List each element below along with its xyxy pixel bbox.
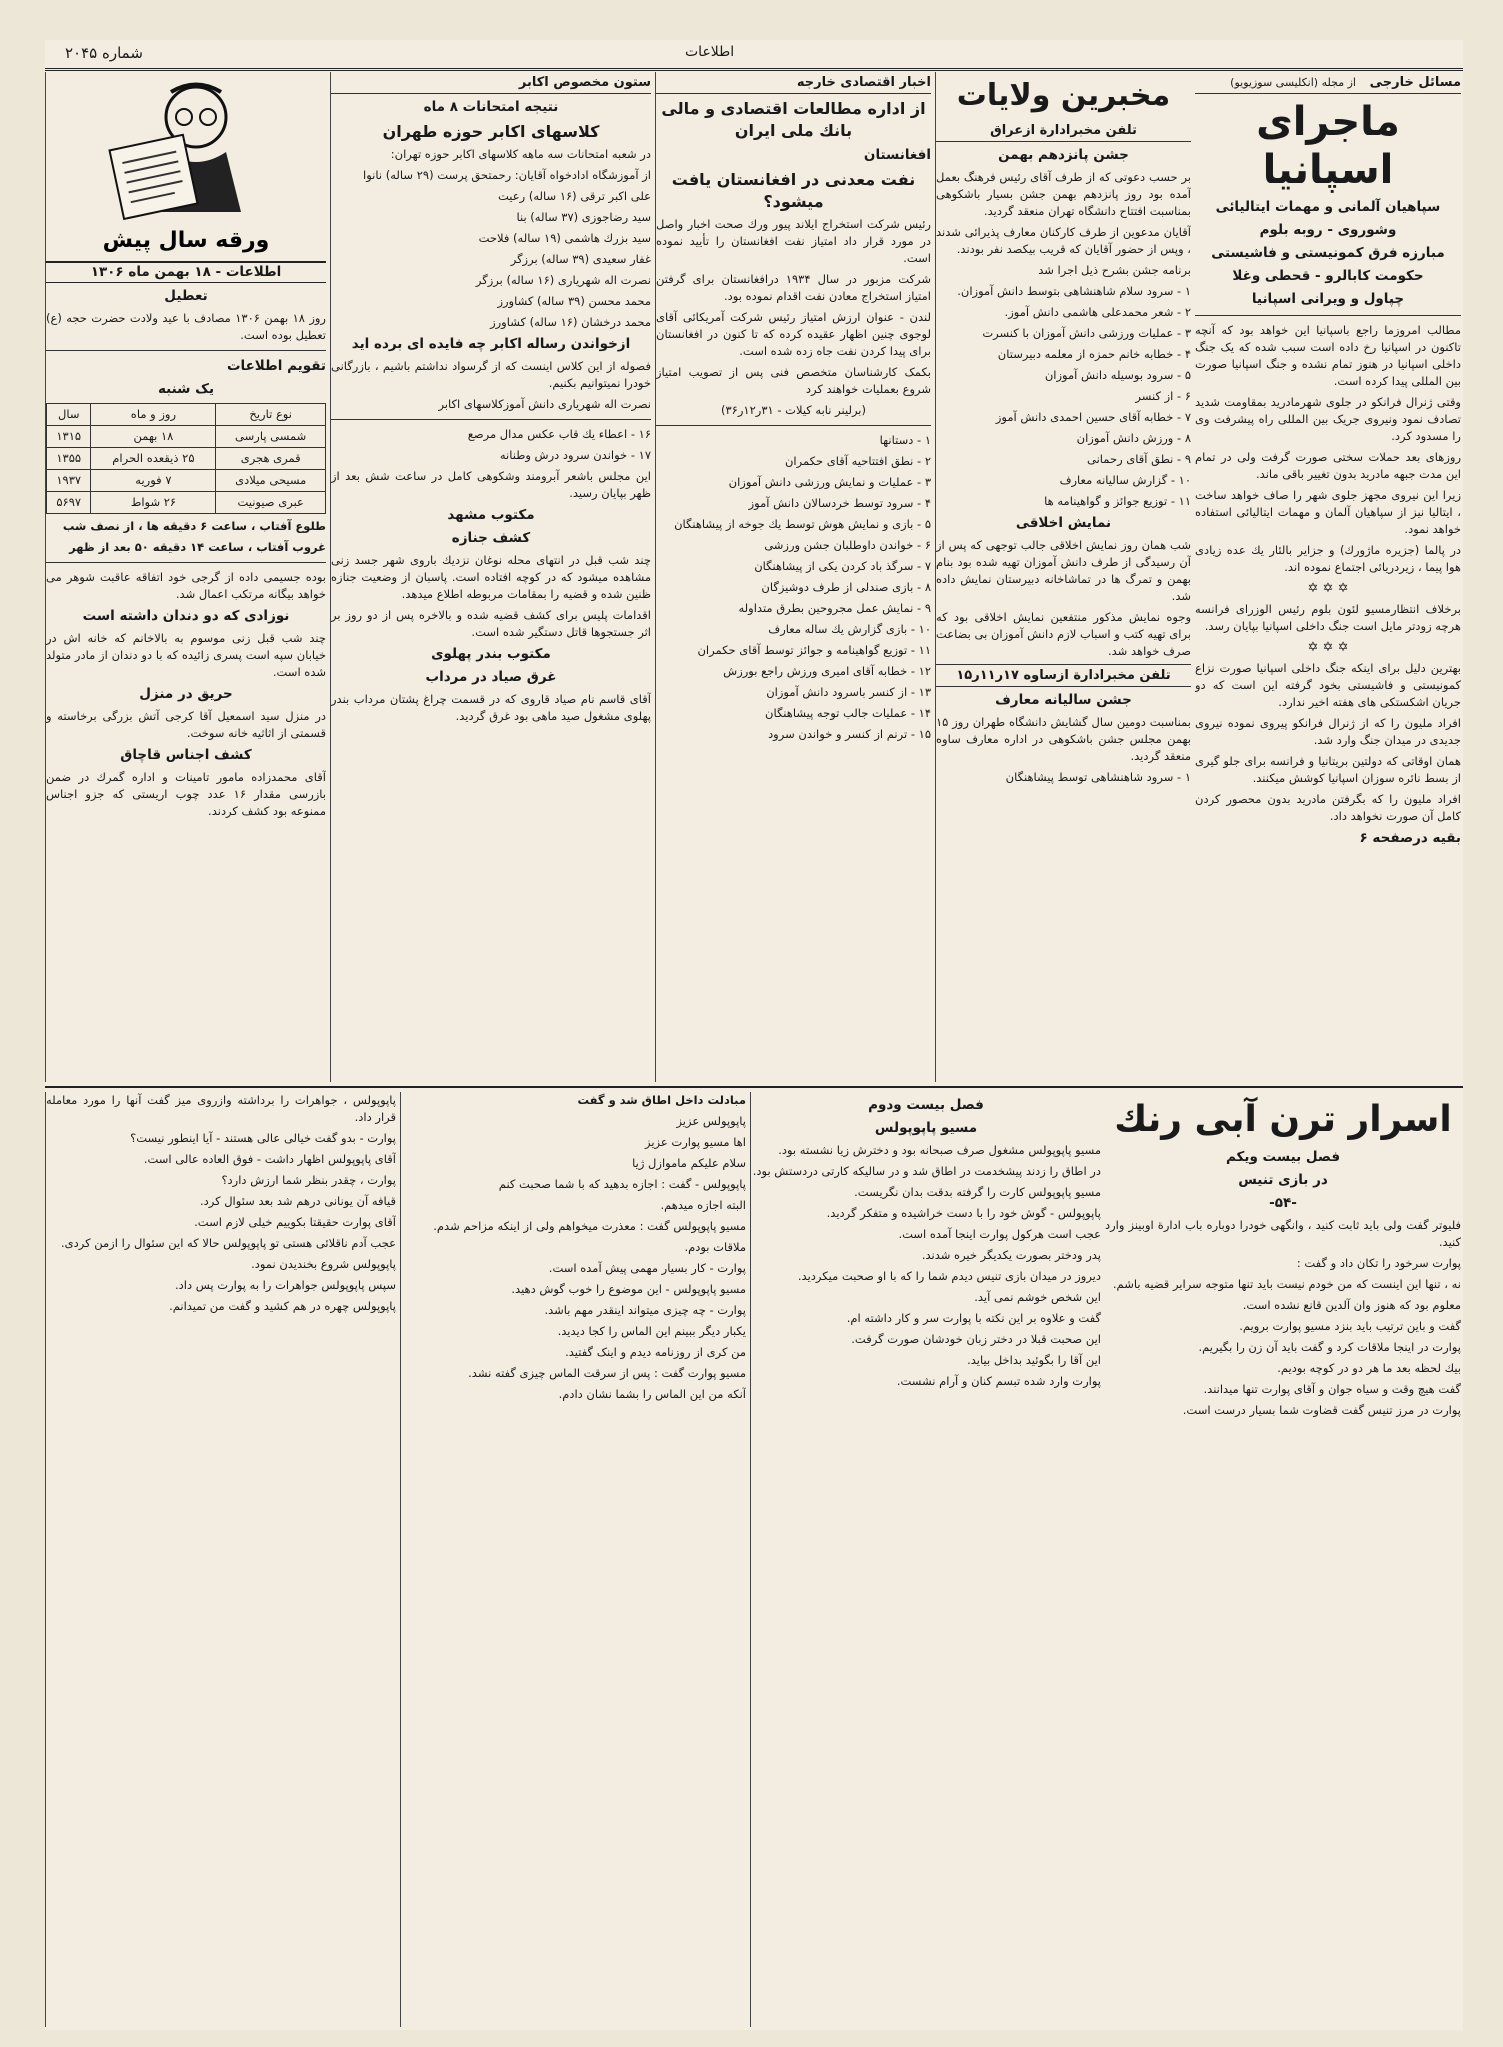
table-cell: ۱۳۵۵ xyxy=(47,448,91,470)
program-item: ۶ - از کنسر xyxy=(1135,389,1191,403)
program-item: ۶ - خواندن داوطلبان جشن ورزشی xyxy=(764,538,931,552)
dialogue-line: پوارت - بدو گفت خیالی عالی هستند - آیا اینطور نیست؟ xyxy=(130,1131,396,1145)
article-paragraph: وجوه نمایش مذکور منتفعین نمایش اخلاقی بود که برای تهیه کتب و اسباب لازم دانش آموزان بی بضاعت صرف خواهد شد. xyxy=(936,610,1191,658)
article-paragraph: مطالب امروزما راجع باسپانیا این خواهد بود که آنچه تاکنون در اسپانیا رخ داده است سبب شده که یک جنگ داخلی اسپانیا در هنوز تمام نشده و جنگ اسپانیا صورت بین المللی پیدا کرده است. xyxy=(1195,323,1461,388)
subhead-line: چپاول و ویرانی اسپانیا xyxy=(1251,291,1405,307)
subhead: کشف اجناس قاچاق xyxy=(120,747,252,763)
table-cell: ۵۶۹۷ xyxy=(47,492,91,514)
article-paragraph: فصوله از این کلاس اینست که از گرسواد نداشتم باشیم ، بازرگانی خودرا نمیتوانیم بکنیم. xyxy=(331,359,651,390)
subhead: غرق صیاد در مرداب xyxy=(425,669,557,685)
section-label: اخبار اقتصادی خارجه xyxy=(656,72,931,94)
dateline: تلفن مخبرادارة ازعراق xyxy=(936,120,1191,142)
article-paragraph: پوارت در اینجا ملاقات کرد و گفت باید آن زن را بگیریم. xyxy=(1198,1340,1461,1354)
serial-story-col4 xyxy=(45,1092,396,2027)
program-item: ۱۱ - توزیع جوائز و گواهینامه ها xyxy=(1044,494,1191,508)
table-cell: ۱۳۱۵ xyxy=(47,426,91,448)
program-item: ۱۳ - از کنسر باسرود دانش آموزان xyxy=(766,685,931,699)
article-paragraph: (برلینر نابه کیلات - ۳۱ر۱۲ر۳۶) xyxy=(720,403,866,417)
issue-number: شماره ۲۰۴۵ xyxy=(65,44,143,62)
article-paragraph: چند شب قبل در انتهای محله نوغان نزدیك باروی شهر جسد زنی مشاهده میشود که در کوچه افتاده است. پاسبان از وضعیت جنازه ظنین شده و قضیه را بمقامات مربوطه اطلاع میدهد. xyxy=(331,553,651,601)
program-item: ۷ - خطابه آقای حسین احمدی دانش آموز xyxy=(995,410,1191,424)
dialogue-line: یکبار دیگر ببینم این الماس را کجا دیدید. xyxy=(557,1324,746,1338)
article-paragraph: رئیس شرکت استخراج ایلاند پیور ورك صحت اخبار واصل در مورد قرار داد امتیاز نفت افغانستان را تأیید نموده است. xyxy=(656,217,931,265)
installment-number: -۵۴- xyxy=(1269,1195,1297,1211)
subhead: مکتوب مشهد xyxy=(447,507,535,523)
program-item: ۱۵ - ترنم از کنسر و خواندن سرود xyxy=(768,727,931,741)
chapter-label: فصل بیست ودوم xyxy=(868,1097,984,1113)
table-header-row xyxy=(47,404,326,426)
reading-man-cartoon-icon xyxy=(76,72,296,257)
article-paragraph: بر حسب دعوتی که از طرف آقای رئیس فرهنگ بعمل آمده بود روز پانزدهم بهمن جشن بسیار باشکوهی بمناسبت افتتاح دانشگاه تهران منعقد گردید. xyxy=(936,170,1191,218)
subhead-line: مبارزه فرق کمونیستی و فاشیستی xyxy=(1211,245,1445,261)
article-paragraph: بوده جسیمی داده از گرجی خود اتفاقه عاقبت شوهر می خواهد بیگانه مرتکب اعمال شد. xyxy=(46,570,326,601)
program-item: ۴ - خطابه خانم حمزه از معلمه دبیرستان xyxy=(997,347,1191,361)
list-item: علی اکبر ترقی (۱۶ ساله) رعیت xyxy=(498,189,651,203)
star-divider-icon: ✡ ✡ ✡ xyxy=(1307,640,1349,655)
subhead: ازخواندن رساله اکابر چه فایده ای برده اید xyxy=(351,336,631,352)
article-paragraph: روز ۱۸ بهمن ۱۳۰۶ مصادف با عید ولادت حضرت حجه (ع) تعطیل بوده است. xyxy=(46,311,326,342)
article-paragraph: مسیو پاپوپولس مشغول صرف صبحانه بود و دخترش زیا نشسته بود. xyxy=(778,1143,1101,1157)
list-item: نصرت اله شهریاری (۱۶ ساله) برزگر xyxy=(475,273,651,287)
article-paragraph: لندن - عنوان ارزش امتیاز رئیس شرکت آمریکائی آقای لوجوی چنین اظهار عقیده کرده که تا کنون در افغانستان برای پیدا کردن نفت جاه زده شده است. xyxy=(656,310,931,358)
article-paragraph: زیرا این نیروی مجهز جلوی شهر را صاف خواهد ساخت ، ایتالیا نیز از سپاهیان آلمان و مهمات ایتالیائی استفاده خواهد نمود. xyxy=(1195,488,1461,536)
article-paragraph: در منزل سید اسمعیل آقا کرجی آتش بزرگی برخاسته و قسمتی از اثاثیه خانه سوخت. xyxy=(46,709,326,740)
table-cell: قمری هجری xyxy=(216,448,326,470)
subhead: تقویم اطلاعات xyxy=(226,358,326,374)
article-paragraph: دیروز در میدان بازی تنیس دیدم شما را که با او صحبت میکردید. xyxy=(797,1269,1101,1283)
dialogue-line: عجب آدم ناقلائی هستی تو پاپوپولس حالا که این سئوال را ازمن کردی. xyxy=(61,1236,396,1250)
program-item: ۵ - بازی و نمایش هوش توسط یك جوخه از پیشاهنگان xyxy=(674,517,931,531)
dialogue-line: البته اجازه میدهم. xyxy=(660,1198,746,1212)
program-item: ۱۷ - خواندن سرود درش وطنانه xyxy=(499,448,651,462)
headline: مخبرین ولایات xyxy=(956,78,1171,113)
article-paragraph: این صحبت قبلا در دختر زبان خودشان صورت گرفت. xyxy=(851,1332,1101,1346)
dialogue-line: سپس پاپوپولس جواهرات را به پوارت پس داد. xyxy=(175,1278,396,1292)
dateline: تلفن مخبرادارة ازساوه ۱۷ر۱۱ر۱۵ xyxy=(936,664,1191,687)
headline: اطلاعات - ۱۸ بهمن ماه ۱۳۰۶ xyxy=(46,261,326,283)
calendar-table xyxy=(46,403,326,514)
article-paragraph: گفت و علاوه بر این نکته با پوارت سر و کار داشته ام. xyxy=(846,1311,1101,1325)
article-paragraph: اقدامات پلیس برای کشف قضیه شده و بالاخره پس از دو روز بر اثر جستجوها قاتل دستگیر شده است. xyxy=(331,608,651,639)
table-cell: شمسی پارسی xyxy=(216,426,326,448)
dialogue-line: پوارت - کار بسیار مهمی پیش آمده است. xyxy=(548,1261,746,1275)
dialogue-line: پاپوپولس شروع بخندیدن نمود. xyxy=(251,1257,396,1271)
program-item: ۸ - بازی صندلی از طرف دوشیزگان xyxy=(761,580,931,594)
serial-story xyxy=(1105,1092,1461,2027)
article-paragraph: چند شب قبل زنی موسوم به بالاخانم که خانه اش در خیابان سپه است پسری زائیده که با دو دندان از مادر متولد شده است. xyxy=(46,631,326,679)
article-paragraph: مسیو پاپوپولس کارت را گرفته بدقت بدان نگریست. xyxy=(854,1185,1101,1199)
dialogue-line: مسیو پاپوپولس - این موضوع را خوب گوش دهید. xyxy=(511,1282,746,1296)
star-divider-icon: ✡ ✡ ✡ xyxy=(1307,581,1349,596)
article-paragraph: بیك لحظه بعد ما هر دو در کوچه بودیم. xyxy=(1277,1361,1461,1375)
dialogue-line: پاپوپولس - گفت : اجازه بدهید که با شما صحبت کنم xyxy=(498,1177,746,1191)
headline: نفت معدنی در افغانستان یافت میشود؟ xyxy=(671,170,916,211)
article-paragraph: بمناسبت دومین سال گشایش دانشگاه طهران روز ۱۵ بهمن مجلس جشن باشکوهی در اداره معارف ساوه منعقد گردید. xyxy=(936,715,1191,763)
program-item: ۱۰ - گزارش سالیانه معارف xyxy=(1059,473,1191,487)
article-paragraph: شرکت مزبور در سال ۱۹۳۴ درافغانستان برای گرفتن امتیاز استخراج معادن نفت اقدام نموده بود. xyxy=(656,272,931,303)
subhead: نوزادی که دو دندان داشته است xyxy=(82,608,290,624)
program-item: ۹ - نمایش عمل مجروحین بطرق متداوله xyxy=(738,601,931,615)
section-divider xyxy=(45,1086,1463,1088)
dialogue-line: پاپوپولس عزیز xyxy=(676,1114,746,1128)
table-cell: نوع تاریخ xyxy=(216,404,326,426)
article-paragraph: پوارت سرخود را تکان داد و گفت : xyxy=(1296,1256,1461,1270)
table-cell: ۲۶ شواط xyxy=(91,492,216,514)
headline: از اداره مطالعات اقتصادی و مالی بانك ملی ایران xyxy=(661,99,926,140)
dialogue-line: پاپوپولس چهره در هم کشید و گفت من تمیدانم. xyxy=(169,1299,396,1313)
subhead: نتیجه امتحانات ۸ ماه xyxy=(423,99,559,115)
serial-story-col2 xyxy=(750,1092,1101,2027)
cartoon-caption: ورقه سال پیش xyxy=(102,228,270,253)
subhead: مکتوب بندر پهلوی xyxy=(431,646,551,662)
subhead-line: سپاهیان آلمانی و مهمات ایتالیائی xyxy=(1215,199,1441,215)
article-paragraph: نصرت اله شهریاری دانش آموزکلاسهای اکابر xyxy=(438,397,651,411)
program-item: ۲ - نطق افتتاحیه آقای حکمران xyxy=(784,454,931,468)
list-item: محمد درخشان (۱۶ ساله) کشاورز xyxy=(490,315,651,329)
article-paragraph: وقتی ژنرال فرانکو در جلوی شهرمادرید بمقاومت شدید تصادف نمود ونیروی جریک بین المللی راه پیشرفت وی را مسدود کرد. xyxy=(1195,395,1461,443)
article-paragraph: این آقا را بگوئید بداخل بیاید. xyxy=(967,1353,1101,1367)
article-paragraph: معلوم بود که هنوز وان آلدین قانع نشده است. xyxy=(1242,1298,1461,1312)
table-cell: مسیحی میلادی xyxy=(216,470,326,492)
column-spain xyxy=(1195,72,1461,1082)
program-item: ۴ - سرود توسط خردسالان دانش آموز xyxy=(748,496,931,510)
section-label: مسائل خارجی از مجله (انکلیسی سوزیویو) xyxy=(1195,72,1461,94)
subhead-line: وشوروی - روبه بلوم xyxy=(1259,222,1397,238)
table-row xyxy=(47,448,326,470)
table-row xyxy=(47,426,326,448)
list-item: از آموزشگاه ادادخواه آقایان: رحمتحق پرست (۲۹ ساله) نانوا xyxy=(363,168,651,182)
table-cell: ۷ فوریه xyxy=(91,470,216,492)
dialogue-line: پوارت ، چقدر بنظر شما ارزش دارد؟ xyxy=(221,1173,396,1187)
program-item: ۳ - عملیات و نمایش ورزشی دانش آموزان xyxy=(728,475,931,489)
subhead: جشن سالیانه معارف xyxy=(995,692,1132,708)
table-cell: عبری صیونیت xyxy=(216,492,326,514)
weekday: یک شنبه xyxy=(157,381,215,397)
article-paragraph: گفت هیچ وقت و سیاه جوان و آقای پوارت تنها میدانند. xyxy=(1203,1382,1461,1396)
dialogue-line: مسیو پاپوپولس گفت : معذرت میخواهم ولی از اینکه مزاحم شدم. xyxy=(433,1219,746,1233)
serial-title: اسرار ترن آبی رنك xyxy=(1114,1099,1452,1140)
article-paragraph: در پالما (جزیره ماژورك) و جزایر بالئار یك عده زیادی هوا پیما ، زیردریائی اجتماع نموده اند. xyxy=(1195,543,1461,574)
dialogue-line: آنکه من این الماس را بشما نشان دادم. xyxy=(558,1387,746,1401)
article-paragraph: افراد ملیون را که از ژنرال فرانکو پیروی نموده نیروی جدیدی در میدان جنگ وارد شد. xyxy=(1195,716,1461,747)
article-paragraph: برنامه جشن بشرح ذیل اجرا شد xyxy=(1038,263,1191,277)
program-item: ۷ - سرگذ باد کردن یکی از پیشاهنگان xyxy=(754,559,931,573)
subhead: جشن پانزدهم بهمن xyxy=(998,147,1129,163)
dialogue-line: اها مسیو پوارت عزیز xyxy=(644,1135,746,1149)
serial-story-col3 xyxy=(400,1092,746,2027)
article-paragraph: پاپوپولس - گوش خود را با دست خراشیده و متفکر گردید. xyxy=(826,1206,1101,1220)
program-item: ۱ - دستانها xyxy=(879,433,931,447)
newspaper-page xyxy=(45,40,1463,2030)
table-cell: ۱۹۳۷ xyxy=(47,470,91,492)
program-item: ۱ - سرود سلام شاهنشاهی بتوسط دانش آموزان. xyxy=(957,284,1191,298)
table-cell: ۲۵ ذیقعده الحرام xyxy=(91,448,216,470)
table-cell: روز و ماه xyxy=(91,404,216,426)
article-paragraph: بکمک کارشناسان متخصص فنی پس از تصویب امتیاز شروع بعملیات خواهند کرد xyxy=(656,365,931,396)
list-item: سید رضاجوزی (۳۷ ساله) بنا xyxy=(516,210,651,224)
subhead: نمایش اخلاقی xyxy=(1015,515,1112,531)
program-item: ۱۰ - بازی گزارش یك ساله معارف xyxy=(768,622,931,636)
paper-name: اطلاعات xyxy=(685,44,735,60)
article-paragraph: پوارت وارد شده تبسم کنان و آرام نشست. xyxy=(896,1374,1101,1388)
table-cell: سال xyxy=(47,404,91,426)
subhead: در بازی تنیس xyxy=(1238,1172,1328,1188)
dialogue-line: آقای پوارت حقیقتا بکوییم خیلی لازم است. xyxy=(194,1215,396,1229)
article-paragraph: این مجلس باشعر آبرومند وشکوهی کامل در ساعت شش بعد از ظهر بپایان رسید. xyxy=(331,469,651,500)
article-paragraph: پدر ودختر بصورت یکدیگر خیره شدند. xyxy=(921,1248,1101,1262)
subhead: افغانستان xyxy=(863,147,931,163)
table-cell: ۱۸ بهمن xyxy=(91,426,216,448)
dialogue-line: مسیو پوارت گفت : پس از سرقت الماس چیزی گفته نشد. xyxy=(468,1366,746,1380)
dialogue-line: آقای پاپوپولس اظهار داشت - فوق العاده عالی است. xyxy=(143,1152,396,1166)
dialogue-line: ملاقات بودم. xyxy=(684,1240,746,1254)
masthead xyxy=(45,40,1463,71)
program-item: ۸ - ورزش دانش آموزان xyxy=(1076,431,1191,445)
article-paragraph: آقایان مدعوین از طرف کارکنان معارف پذیرائی شدند ، وپس از حضور آقایان که قریب بیکصد نفر بودند. xyxy=(936,225,1191,256)
program-item: ۹ - نطق آقای رحمانی xyxy=(1087,452,1191,466)
dialogue-line: پوارت - چه چیزی میتواند اینقدر مهم باشد. xyxy=(544,1303,746,1317)
column-economic xyxy=(655,72,931,1082)
sunrise-time: طلوع آفتاب ، ساعت ۶ دقیقه ها ، از نصف شب xyxy=(62,519,326,533)
dialogue-line: من کری از روزنامه دیدم و اینک گفتید. xyxy=(565,1345,746,1359)
subhead: حریق در منزل xyxy=(139,686,233,702)
program-item: ۱۶ - اعطاء یك قاب عکس مدال مرصع xyxy=(467,427,651,441)
article-paragraph: گفت و باین ترتیب باید بنزد مسیو پوارت برویم. xyxy=(1239,1319,1461,1333)
subhead: مسیو پاپوپولس xyxy=(874,1120,978,1136)
subhead: تعطیل xyxy=(164,288,208,304)
column-calendar xyxy=(45,72,326,1082)
program-item: ۱۲ - خطابه آقای امیری ورزش راجع بورزش xyxy=(723,664,931,678)
headline: کلاسهای اکابر حوزه طهران xyxy=(382,122,600,141)
dialogue-line: سلام علیکم ماموازل ژیا xyxy=(632,1156,746,1170)
table-row xyxy=(47,492,326,514)
article-paragraph: شب همان روز نمایش اخلاقی جالب توجهی که پس از آن رسیدگی از طرف دانش آموزان تهیه شده بود بنام بهمن و تمرگ ها در تماشاخانه دبیرستان نمایش داده شد. xyxy=(936,538,1191,603)
article-paragraph: فلیوتر گفت ولی باید ثابت کنید ، وانگهی خودرا دوباره باب ادارة اوبینز وارد کنید. xyxy=(1105,1218,1461,1249)
headline: ماجرای اسپانیا xyxy=(1256,99,1400,193)
subhead-line: حکومت کابالرو - قحطی وغلا xyxy=(1232,268,1424,284)
article-paragraph: آقای محمدزاده مامور تامینات و اداره گمرك در ضمن بازرسی مقدار ۱۶ عدد چوب اریستی که جزو اجناس ممنوعه بود کشف کردند. xyxy=(46,770,326,818)
program-item: ۲ - شعر محمدعلی هاشمی دانش آموز. xyxy=(1004,305,1191,319)
article-paragraph: افراد ملیون را که بگرفتن مادرید بدون محصور کردن کامل آن صورت نخواهد داد. xyxy=(1195,792,1461,823)
article-paragraph: همان اوقاتی که دولتین بریتانیا و فرانسه برای جلو گیری از بسط نائره سوزان اسپانیا کوشش میکنند. xyxy=(1195,754,1461,785)
article-paragraph: عجب است هرکول پوارت اینجا آمده است. xyxy=(898,1227,1101,1241)
chapter-label: فصل بیست ویکم xyxy=(1225,1149,1341,1165)
program-item: ۵ - سرود بوسیله دانش آموزان xyxy=(1044,368,1191,382)
section-label: ستون مخصوص اکابر xyxy=(331,72,651,94)
article-paragraph: این شخص خوشم نمی آید. xyxy=(974,1290,1101,1304)
article-paragraph: مبادلت داخل اطاق شد و گفت xyxy=(577,1093,746,1107)
article-paragraph: در اطاق را زدند پیشخدمت در اطاق شد و در سالیکه کارتی دردستش بود. xyxy=(752,1164,1101,1178)
list-item: سید بزرك هاشمی (۱۹ ساله) فلاحت xyxy=(478,231,651,245)
program-item: ۱۴ - عملیات جالب توجه پیشاهنگان xyxy=(765,706,931,720)
article-paragraph: در شعبه امتحانات سه ماهه کلاسهای اکابر حوزه تهران: xyxy=(390,147,651,161)
column-provinces xyxy=(935,72,1191,1082)
article-paragraph: برخلاف انتظارمسیو لئون بلوم رئیس الوزرای فرانسه هرچه زودتر مایل است جنگ داخلی اسپانیا بپایان رسد. xyxy=(1195,602,1461,633)
program-item: ۱۱ - توزیع گواهینامه و جوائز توسط آقای حکمران xyxy=(697,643,931,657)
column-adult-classes xyxy=(330,72,651,1082)
list-item: غفار سعیدی (۳۹ ساله) برزگر xyxy=(510,252,651,266)
table-row xyxy=(47,470,326,492)
article-paragraph: پوارت در مرز تنیس گفت قضاوت شما بسیار درست است. xyxy=(1182,1403,1461,1417)
article-paragraph: نه ، تنها این اینست که من خودم نیست باید تنها متوجه سرایر قضیه باشم. xyxy=(1112,1277,1461,1291)
sunset-time: غروب آفتاب ، ساعت ۱۴ دقیقه ۵۰ بعد از ظهر xyxy=(69,540,326,554)
continued-note: بقیه درصفحه ۶ xyxy=(1359,830,1461,846)
article-paragraph: آقای قاسم نام صیاد قاروی که در قسمت چراغ پشتان مرداب بندر پهلوی مشغول صید ماهی بود غرق گردید. xyxy=(331,692,651,723)
dialogue-line: قیافه آن یونانی درهم شد بعد سئوال کرد. xyxy=(199,1194,396,1208)
article-paragraph: بهترین دلیل برای اینکه جنگ داخلی اسپانیا صورت نزاع کمونیستی و فاشیستی بخود گرفته این است که دو جریان اشکستکی های هفته اخیر ندارد. xyxy=(1195,661,1461,709)
list-item: محمد محسن (۳۹ ساله) کشاورز xyxy=(497,294,651,308)
subhead: کشف جنازه xyxy=(451,530,531,546)
program-item: ۳ - عملیات ورزشی دانش آموزان با کنسرت xyxy=(982,326,1191,340)
article-paragraph: روزهای بعد حملات سختی صورت گرفت ولی در تمام این مدت جبهه مادرید بدون تغییر باقی ماند. xyxy=(1195,450,1461,481)
program-item: ۱ - سرود شاهنشاهی توسط پیشاهنگان xyxy=(1005,770,1191,784)
dialogue-line: پاپوپولس ، جواهرات را برداشته وازروی میز گفت آنها را مورد معامله قرار داد. xyxy=(46,1093,396,1124)
